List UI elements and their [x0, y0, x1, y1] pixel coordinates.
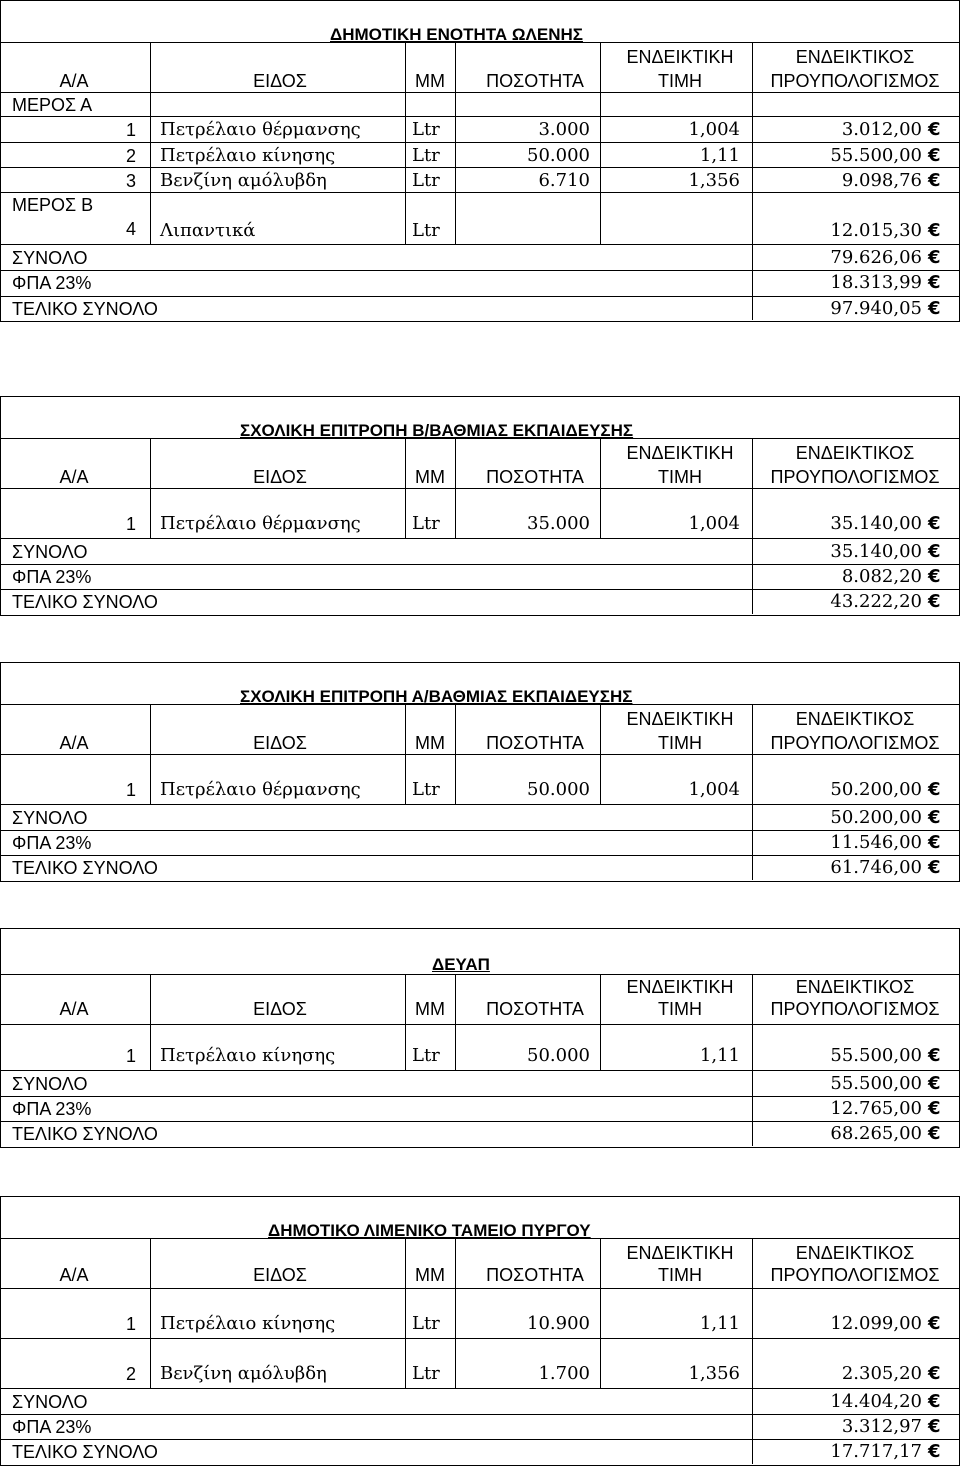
- row-eidos: Πετρέλαιο θέρμανσης: [160, 779, 361, 800]
- euro-sign: €: [928, 1073, 941, 1094]
- section-title: ΔΗΜΟΤΙΚΗ ΕΝΟΤΗΤΑ ΩΛΕΝΗΣ: [330, 25, 583, 44]
- synolo-label: ΣΥΝΟΛΟ: [12, 1392, 88, 1412]
- table-section-deyap: [0, 928, 960, 1148]
- header-timi-2: ΤΙΜΗ: [658, 71, 702, 91]
- euro-sign: €: [928, 272, 941, 293]
- row-price: 1,004: [688, 119, 740, 140]
- euro-sign: €: [928, 145, 941, 166]
- fpa-value: 11.546,00: [830, 832, 922, 853]
- table-section-olenis: [0, 0, 960, 322]
- euro-sign: €: [928, 1441, 941, 1462]
- header-budget-1: ΕΝΔΕΙΚΤΙΚΟΣ: [795, 47, 915, 67]
- header-timi-2: ΤΙΜΗ: [658, 733, 702, 753]
- synolo-label: ΣΥΝΟΛΟ: [12, 248, 88, 268]
- row-qty: 50.000: [527, 1045, 590, 1066]
- row-total: 12.099,00: [830, 1313, 922, 1334]
- header-budget-1: ΕΝΔΕΙΚΤΙΚΟΣ: [795, 709, 915, 729]
- fpa-value: 18.313,99: [830, 272, 922, 293]
- fpa-value: 12.765,00: [830, 1098, 922, 1119]
- row-eidos: Πετρέλαιο κίνησης: [160, 1313, 336, 1334]
- table-section-school-b: [0, 396, 960, 616]
- row-eidos: Λιπαντικά: [160, 220, 256, 241]
- row-mm: Ltr: [412, 779, 440, 800]
- euro-sign: €: [928, 779, 941, 800]
- header-timi-2: ΤΙΜΗ: [658, 1265, 702, 1285]
- euro-sign: €: [928, 1045, 941, 1066]
- header-eidos: ΕΙΔΟΣ: [253, 71, 307, 91]
- synolo-label: ΣΥΝΟΛΟ: [12, 1074, 88, 1094]
- euro-sign: €: [928, 1123, 941, 1144]
- table-section-school-a: [0, 662, 960, 882]
- row-qty: 1.700: [538, 1363, 590, 1384]
- euro-sign: €: [928, 1391, 941, 1412]
- row-qty: 3.000: [538, 119, 590, 140]
- row-total: 3.012,00: [841, 119, 922, 140]
- teliko-label: ΤΕΛΙΚΟ ΣΥΝΟΛΟ: [12, 858, 158, 878]
- row-mm: Ltr: [412, 1045, 440, 1066]
- euro-sign: €: [928, 298, 941, 319]
- header-budget-2: ΠΡΟΥΠΟΛΟΓΙΣΜΟΣ: [770, 999, 940, 1019]
- row-qty: 35.000: [527, 513, 590, 534]
- teliko-value: 68.265,00: [830, 1123, 922, 1144]
- row-price: 1,11: [699, 145, 740, 166]
- row-mm: Ltr: [412, 1363, 440, 1384]
- synolo-value: 55.500,00: [830, 1073, 922, 1094]
- teliko-label: ΤΕΛΙΚΟ ΣΥΝΟΛΟ: [12, 592, 158, 612]
- fpa-label: ΦΠΑ 23%: [12, 567, 92, 587]
- header-eidos: ΕΙΔΟΣ: [253, 733, 307, 753]
- fpa-label: ΦΠΑ 23%: [12, 833, 92, 853]
- header-mm: ΜΜ: [415, 733, 445, 753]
- synolo-value: 79.626,06: [830, 247, 922, 268]
- header-posotita: ΠΟΣΟΤΗΤΑ: [486, 999, 584, 1019]
- header-aa: Α/Α: [59, 999, 89, 1019]
- synolo-value: 14.404,20: [830, 1391, 922, 1412]
- row-mm: Ltr: [412, 119, 440, 140]
- header-timi-1: ΕΝΔΕΙΚΤΙΚΗ: [626, 47, 734, 67]
- row-qty: 50.000: [527, 145, 590, 166]
- header-budget-1: ΕΝΔΕΙΚΤΙΚΟΣ: [795, 1243, 915, 1263]
- fpa-label: ΦΠΑ 23%: [12, 1099, 92, 1119]
- header-mm: ΜΜ: [415, 1265, 445, 1285]
- row-price: 1,356: [688, 170, 740, 191]
- synolo-value: 50.200,00: [830, 807, 922, 828]
- row-total: 2.305,20: [841, 1363, 922, 1384]
- header-aa: Α/Α: [59, 733, 89, 753]
- row-aa: 1: [125, 514, 136, 534]
- euro-sign: €: [928, 541, 941, 562]
- row-aa: 1: [125, 1046, 136, 1066]
- header-budget-2: ΠΡΟΥΠΟΛΟΓΙΣΜΟΣ: [770, 71, 940, 91]
- euro-sign: €: [928, 807, 941, 828]
- euro-sign: €: [928, 1416, 941, 1437]
- row-eidos: Πετρέλαιο κίνησης: [160, 1045, 336, 1066]
- header-aa: Α/Α: [59, 71, 89, 91]
- header-timi-1: ΕΝΔΕΙΚΤΙΚΗ: [626, 977, 734, 997]
- header-timi-2: ΤΙΜΗ: [658, 467, 702, 487]
- synolo-value: 35.140,00: [830, 541, 922, 562]
- header-posotita: ΠΟΣΟΤΗΤΑ: [486, 467, 584, 487]
- row-total: 55.500,00: [830, 145, 922, 166]
- header-budget-1: ΕΝΔΕΙΚΤΙΚΟΣ: [795, 443, 915, 463]
- row-price: 1,11: [699, 1313, 740, 1334]
- row-price: 1,356: [688, 1363, 740, 1384]
- euro-sign: €: [928, 1313, 941, 1334]
- header-eidos: ΕΙΔΟΣ: [253, 1265, 307, 1285]
- row-aa: 2: [125, 1364, 136, 1384]
- row-qty: 50.000: [527, 779, 590, 800]
- row-qty: 6.710: [538, 170, 590, 191]
- header-mm: ΜΜ: [415, 467, 445, 487]
- row-eidos: Βενζίνη αμόλυβδη: [160, 1363, 327, 1384]
- row-mm: Ltr: [412, 1313, 440, 1334]
- row-total: 12.015,30: [830, 220, 922, 241]
- header-aa: Α/Α: [59, 467, 89, 487]
- header-budget-2: ΠΡΟΥΠΟΛΟΓΙΣΜΟΣ: [770, 1265, 940, 1285]
- part-a-label: ΜΕΡΟΣ Α: [12, 95, 93, 115]
- synolo-label: ΣΥΝΟΛΟ: [12, 542, 88, 562]
- teliko-value: 97.940,05: [830, 298, 922, 319]
- teliko-value: 17.717,17: [830, 1441, 922, 1462]
- teliko-label: ΤΕΛΙΚΟ ΣΥΝΟΛΟ: [12, 1124, 158, 1144]
- header-posotita: ΠΟΣΟΤΗΤΑ: [486, 733, 584, 753]
- row-aa: 1: [125, 1314, 136, 1334]
- row-eidos: Πετρέλαιο κίνησης: [160, 145, 336, 166]
- header-budget-1: ΕΝΔΕΙΚΤΙΚΟΣ: [795, 977, 915, 997]
- row-aa: 4: [125, 219, 136, 239]
- row-price: 1,11: [699, 1045, 740, 1066]
- row-price: 1,004: [688, 513, 740, 534]
- row-aa: 2: [125, 146, 136, 166]
- row-eidos: Βενζίνη αμόλυβδη: [160, 170, 327, 191]
- euro-sign: €: [928, 566, 941, 587]
- euro-sign: €: [928, 832, 941, 853]
- fpa-label: ΦΠΑ 23%: [12, 273, 92, 293]
- header-eidos: ΕΙΔΟΣ: [253, 999, 307, 1019]
- row-aa: 1: [125, 120, 136, 140]
- header-timi-1: ΕΝΔΕΙΚΤΙΚΗ: [626, 443, 734, 463]
- euro-sign: €: [928, 591, 941, 612]
- header-timi-1: ΕΝΔΕΙΚΤΙΚΗ: [626, 709, 734, 729]
- euro-sign: €: [928, 119, 941, 140]
- row-mm: Ltr: [412, 513, 440, 534]
- row-qty: 10.900: [527, 1313, 590, 1334]
- header-budget-2: ΠΡΟΥΠΟΛΟΓΙΣΜΟΣ: [770, 467, 940, 487]
- euro-sign: €: [928, 170, 941, 191]
- row-total: 50.200,00: [830, 779, 922, 800]
- header-posotita: ΠΟΣΟΤΗΤΑ: [486, 1265, 584, 1285]
- header-budget-2: ΠΡΟΥΠΟΛΟΓΙΣΜΟΣ: [770, 733, 940, 753]
- table-section-port-fund: [0, 1196, 960, 1466]
- teliko-value: 61.746,00: [830, 857, 922, 878]
- header-timi-1: ΕΝΔΕΙΚΤΙΚΗ: [626, 1243, 734, 1263]
- section-title: ΔΗΜΟΤΙΚΟ ΛΙΜΕΝΙΚΟ ΤΑΜΕΙΟ ΠΥΡΓΟΥ: [268, 1221, 591, 1240]
- row-aa: 1: [125, 780, 136, 800]
- fpa-value: 3.312,97: [841, 1416, 922, 1437]
- row-total: 55.500,00: [830, 1045, 922, 1066]
- euro-sign: €: [928, 247, 941, 268]
- euro-sign: €: [928, 857, 941, 878]
- header-posotita: ΠΟΣΟΤΗΤΑ: [486, 71, 584, 91]
- row-mm: Ltr: [412, 220, 440, 241]
- header-timi-2: ΤΙΜΗ: [658, 999, 702, 1019]
- row-total: 35.140,00: [830, 513, 922, 534]
- teliko-value: 43.222,20: [830, 591, 922, 612]
- header-mm: ΜΜ: [415, 999, 445, 1019]
- header-mm: ΜΜ: [415, 71, 445, 91]
- section-title: ΣΧΟΛΙΚΗ ΕΠΙΤΡΟΠΗ Β/ΒΑΘΜΙΑΣ ΕΚΠΑΙΔΕΥΣΗΣ: [240, 421, 634, 440]
- euro-sign: €: [928, 513, 941, 534]
- row-eidos: Πετρέλαιο θέρμανσης: [160, 513, 361, 534]
- part-b-label: ΜΕΡΟΣ Β: [12, 195, 94, 215]
- teliko-label: ΤΕΛΙΚΟ ΣΥΝΟΛΟ: [12, 1442, 158, 1462]
- row-price: 1,004: [688, 779, 740, 800]
- fpa-label: ΦΠΑ 23%: [12, 1417, 92, 1437]
- header-eidos: ΕΙΔΟΣ: [253, 467, 307, 487]
- row-aa: 3: [125, 171, 136, 191]
- section-title: ΣΧΟΛΙΚΗ ΕΠΙΤΡΟΠΗ Α/ΒΑΘΜΙΑΣ ΕΚΠΑΙΔΕΥΣΗΣ: [240, 687, 633, 706]
- euro-sign: €: [928, 220, 941, 241]
- euro-sign: €: [928, 1363, 941, 1384]
- row-eidos: Πετρέλαιο θέρμανσης: [160, 119, 361, 140]
- row-mm: Ltr: [412, 170, 440, 191]
- header-aa: Α/Α: [59, 1265, 89, 1285]
- synolo-label: ΣΥΝΟΛΟ: [12, 808, 88, 828]
- section-title: ΔΕΥΑΠ: [432, 955, 490, 974]
- euro-sign: €: [928, 1098, 941, 1119]
- row-total: 9.098,76: [841, 170, 922, 191]
- teliko-label: ΤΕΛΙΚΟ ΣΥΝΟΛΟ: [12, 299, 158, 319]
- fpa-value: 8.082,20: [841, 566, 922, 587]
- row-mm: Ltr: [412, 145, 440, 166]
